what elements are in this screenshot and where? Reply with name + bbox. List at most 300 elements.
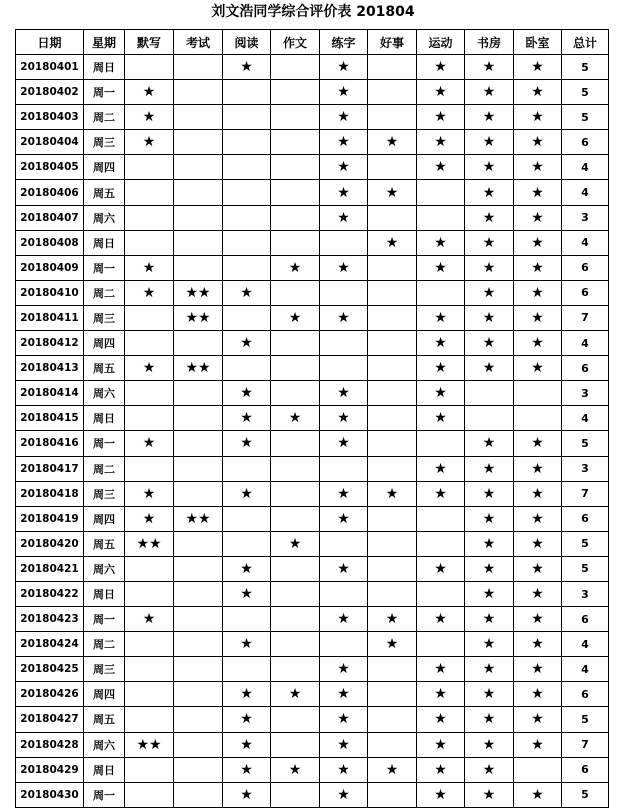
cell-bedroom: ★ [514,305,562,330]
cell-date: 20180419 [16,506,84,531]
cell-exam [174,556,223,581]
cell-exercise [417,180,465,205]
table-row [16,381,609,406]
cell-exam: ★★ [174,356,223,381]
table-row [16,431,609,456]
table-row [16,707,609,732]
cell-calligraphy: ★ [320,506,368,531]
cell-calligraphy: ★ [320,782,368,807]
cell-total: 6 [562,682,609,707]
cell-essay: ★ [271,406,320,431]
cell-dictation [125,782,174,807]
cell-good-deed [368,80,417,105]
cell-weekday: 周日 [84,757,125,782]
table-row [16,356,609,381]
cell-reading: ★ [223,55,271,80]
cell-reading: ★ [223,481,271,506]
cell-bedroom: ★ [514,205,562,230]
cell-good-deed [368,381,417,406]
cell-good-deed [368,506,417,531]
cell-weekday: 周三 [84,130,125,155]
table-row [16,632,609,657]
cell-bedroom [514,406,562,431]
cell-dictation: ★ [125,105,174,130]
cell-exercise: ★ [417,155,465,180]
cell-study-room: ★ [465,782,514,807]
cell-essay [271,456,320,481]
cell-weekday: 周一 [84,255,125,280]
cell-good-deed [368,55,417,80]
cell-weekday: 周三 [84,481,125,506]
cell-study-room: ★ [465,431,514,456]
cell-total: 5 [562,531,609,556]
cell-exam [174,105,223,130]
cell-essay [271,230,320,255]
cell-calligraphy: ★ [320,130,368,155]
cell-weekday: 周二 [84,632,125,657]
cell-dictation [125,180,174,205]
cell-good-deed: ★ [368,632,417,657]
cell-total: 6 [562,757,609,782]
cell-date: 20180409 [16,255,84,280]
cell-total: 7 [562,732,609,757]
cell-date: 20180412 [16,331,84,356]
cell-calligraphy [320,331,368,356]
table-row [16,230,609,255]
cell-study-room: ★ [465,531,514,556]
cell-dictation [125,205,174,230]
cell-essay [271,205,320,230]
cell-reading: ★ [223,732,271,757]
cell-essay [271,657,320,682]
cell-exercise: ★ [417,130,465,155]
cell-total: 4 [562,230,609,255]
cell-essay [271,556,320,581]
cell-essay: ★ [271,255,320,280]
cell-date: 20180422 [16,581,84,606]
cell-reading: ★ [223,406,271,431]
cell-study-room: ★ [465,80,514,105]
cell-total: 4 [562,406,609,431]
cell-essay [271,607,320,632]
cell-dictation [125,55,174,80]
cell-date: 20180416 [16,431,84,456]
cell-bedroom: ★ [514,105,562,130]
cell-bedroom: ★ [514,732,562,757]
cell-essay [271,732,320,757]
cell-exercise: ★ [417,456,465,481]
cell-date: 20180411 [16,305,84,330]
cell-exam: ★★ [174,280,223,305]
cell-essay [271,632,320,657]
cell-reading [223,255,271,280]
cell-reading: ★ [223,280,271,305]
cell-dictation: ★ [125,255,174,280]
cell-calligraphy: ★ [320,381,368,406]
cell-weekday: 周一 [84,607,125,632]
cell-bedroom: ★ [514,80,562,105]
cell-exam [174,180,223,205]
cell-reading [223,506,271,531]
cell-weekday: 周五 [84,180,125,205]
table-row [16,607,609,632]
table-row [16,80,609,105]
cell-exercise: ★ [417,55,465,80]
cell-dictation [125,305,174,330]
cell-calligraphy: ★ [320,105,368,130]
cell-study-room: ★ [465,682,514,707]
table-row [16,130,609,155]
cell-study-room: ★ [465,657,514,682]
cell-reading: ★ [223,431,271,456]
cell-essay [271,105,320,130]
cell-total: 4 [562,180,609,205]
cell-total: 4 [562,155,609,180]
header-total: 总计 [562,30,609,55]
cell-weekday: 周五 [84,707,125,732]
cell-exam [174,130,223,155]
cell-good-deed: ★ [368,757,417,782]
cell-reading: ★ [223,581,271,606]
cell-calligraphy: ★ [320,707,368,732]
cell-exercise: ★ [417,757,465,782]
cell-exam [174,732,223,757]
cell-good-deed [368,682,417,707]
cell-exercise: ★ [417,682,465,707]
cell-reading [223,356,271,381]
cell-weekday: 周五 [84,531,125,556]
cell-essay [271,581,320,606]
cell-bedroom: ★ [514,506,562,531]
cell-dictation: ★ [125,80,174,105]
cell-bedroom: ★ [514,280,562,305]
cell-calligraphy: ★ [320,180,368,205]
header-dictation: 默写 [125,30,174,55]
table-row [16,255,609,280]
cell-weekday: 周二 [84,105,125,130]
cell-bedroom: ★ [514,255,562,280]
cell-bedroom: ★ [514,331,562,356]
cell-study-room: ★ [465,331,514,356]
cell-calligraphy [320,280,368,305]
cell-exercise: ★ [417,556,465,581]
cell-dictation [125,406,174,431]
cell-exam [174,782,223,807]
cell-good-deed [368,782,417,807]
cell-total: 5 [562,556,609,581]
cell-essay [271,180,320,205]
cell-exercise: ★ [417,105,465,130]
cell-dictation [125,456,174,481]
cell-essay [271,481,320,506]
cell-essay [271,356,320,381]
cell-bedroom: ★ [514,707,562,732]
cell-dictation: ★★ [125,732,174,757]
cell-bedroom: ★ [514,356,562,381]
cell-total: 6 [562,280,609,305]
cell-exercise [417,431,465,456]
cell-date: 20180402 [16,80,84,105]
cell-calligraphy [320,581,368,606]
table-row [16,305,609,330]
cell-calligraphy: ★ [320,657,368,682]
cell-good-deed: ★ [368,230,417,255]
header-date: 日期 [16,30,84,55]
cell-exam [174,581,223,606]
table-row [16,456,609,481]
cell-bedroom: ★ [514,481,562,506]
cell-date: 20180413 [16,356,84,381]
cell-dictation [125,581,174,606]
cell-calligraphy: ★ [320,732,368,757]
cell-reading [223,607,271,632]
cell-reading [223,305,271,330]
table-row [16,506,609,531]
cell-study-room: ★ [465,280,514,305]
cell-date: 20180410 [16,280,84,305]
cell-calligraphy [320,531,368,556]
cell-date: 20180415 [16,406,84,431]
header-exercise: 运动 [417,30,465,55]
cell-exam [174,255,223,280]
cell-calligraphy: ★ [320,255,368,280]
cell-calligraphy: ★ [320,406,368,431]
cell-bedroom [514,381,562,406]
table-row [16,105,609,130]
cell-bedroom: ★ [514,55,562,80]
table-row [16,55,609,80]
cell-study-room [465,381,514,406]
header-essay: 作文 [271,30,320,55]
table-row [16,481,609,506]
cell-total: 5 [562,105,609,130]
cell-date: 20180423 [16,607,84,632]
cell-weekday: 周二 [84,280,125,305]
cell-essay [271,280,320,305]
cell-essay [271,130,320,155]
cell-essay [271,506,320,531]
cell-total: 3 [562,581,609,606]
cell-exam [174,657,223,682]
cell-total: 6 [562,356,609,381]
cell-exam [174,632,223,657]
cell-date: 20180414 [16,381,84,406]
cell-calligraphy: ★ [320,682,368,707]
table-row [16,657,609,682]
table-row [16,757,609,782]
cell-exercise: ★ [417,481,465,506]
cell-exercise: ★ [417,255,465,280]
cell-exercise [417,506,465,531]
cell-bedroom [514,757,562,782]
cell-exercise [417,205,465,230]
cell-weekday: 周六 [84,205,125,230]
cell-dictation: ★ [125,431,174,456]
cell-essay [271,80,320,105]
cell-reading [223,80,271,105]
cell-good-deed [368,280,417,305]
cell-weekday: 周日 [84,581,125,606]
cell-exercise: ★ [417,782,465,807]
header-exam: 考试 [174,30,223,55]
cell-good-deed [368,305,417,330]
cell-total: 6 [562,255,609,280]
cell-essay [271,431,320,456]
table-row [16,406,609,431]
cell-exercise [417,632,465,657]
cell-bedroom: ★ [514,657,562,682]
table-row [16,531,609,556]
cell-date: 20180421 [16,556,84,581]
cell-exercise: ★ [417,305,465,330]
cell-exam [174,531,223,556]
cell-calligraphy [320,356,368,381]
cell-dictation [125,331,174,356]
cell-exercise: ★ [417,331,465,356]
cell-dictation [125,707,174,732]
cell-bedroom: ★ [514,607,562,632]
cell-date: 20180404 [16,130,84,155]
cell-weekday: 周五 [84,356,125,381]
cell-weekday: 周三 [84,305,125,330]
cell-exercise: ★ [417,381,465,406]
cell-bedroom: ★ [514,155,562,180]
cell-dictation: ★ [125,506,174,531]
cell-calligraphy: ★ [320,556,368,581]
cell-exercise [417,581,465,606]
cell-calligraphy: ★ [320,607,368,632]
cell-date: 20180426 [16,682,84,707]
cell-dictation: ★ [125,280,174,305]
evaluation-table [15,29,609,808]
table-body [16,55,609,808]
cell-date: 20180401 [16,55,84,80]
cell-weekday: 周三 [84,657,125,682]
cell-calligraphy: ★ [320,305,368,330]
cell-study-room: ★ [465,105,514,130]
cell-good-deed [368,406,417,431]
cell-exam: ★★ [174,506,223,531]
cell-study-room: ★ [465,581,514,606]
cell-dictation [125,556,174,581]
cell-study-room: ★ [465,607,514,632]
cell-exercise: ★ [417,80,465,105]
cell-bedroom: ★ [514,130,562,155]
cell-dictation [125,230,174,255]
cell-dictation: ★ [125,130,174,155]
cell-reading: ★ [223,757,271,782]
cell-exam [174,80,223,105]
header-good-deed: 好事 [368,30,417,55]
cell-exercise: ★ [417,230,465,255]
cell-good-deed [368,581,417,606]
cell-good-deed [368,657,417,682]
cell-exam [174,205,223,230]
cell-exam [174,481,223,506]
cell-calligraphy [320,456,368,481]
table-row [16,732,609,757]
cell-calligraphy: ★ [320,155,368,180]
cell-study-room: ★ [465,506,514,531]
cell-study-room: ★ [465,230,514,255]
cell-bedroom: ★ [514,531,562,556]
cell-dictation: ★ [125,607,174,632]
cell-good-deed: ★ [368,130,417,155]
header-bedroom: 卧室 [514,30,562,55]
cell-reading: ★ [223,331,271,356]
cell-total: 7 [562,481,609,506]
cell-bedroom: ★ [514,230,562,255]
cell-total: 7 [562,305,609,330]
cell-essay: ★ [271,682,320,707]
header-calligraphy: 练字 [320,30,368,55]
cell-reading: ★ [223,707,271,732]
cell-good-deed: ★ [368,481,417,506]
cell-dictation: ★ [125,481,174,506]
cell-study-room: ★ [465,155,514,180]
cell-exercise: ★ [417,657,465,682]
cell-study-room: ★ [465,481,514,506]
cell-date: 20180427 [16,707,84,732]
cell-study-room: ★ [465,556,514,581]
cell-total: 4 [562,331,609,356]
page-title: 刘文浩同学综合评价表 201804 [211,4,415,20]
cell-essay [271,331,320,356]
cell-calligraphy: ★ [320,481,368,506]
table-row [16,280,609,305]
cell-date: 20180405 [16,155,84,180]
cell-reading [223,531,271,556]
cell-good-deed [368,255,417,280]
cell-study-room: ★ [465,180,514,205]
header-study-room: 书房 [465,30,514,55]
cell-calligraphy [320,230,368,255]
cell-essay: ★ [271,305,320,330]
cell-bedroom: ★ [514,581,562,606]
cell-study-room: ★ [465,55,514,80]
cell-reading: ★ [223,381,271,406]
cell-study-room: ★ [465,255,514,280]
cell-reading [223,205,271,230]
cell-weekday: 周日 [84,406,125,431]
cell-good-deed [368,732,417,757]
cell-reading: ★ [223,556,271,581]
cell-weekday: 周六 [84,381,125,406]
cell-calligraphy: ★ [320,80,368,105]
cell-dictation [125,381,174,406]
cell-total: 5 [562,80,609,105]
table-row [16,331,609,356]
cell-total: 6 [562,607,609,632]
cell-reading [223,155,271,180]
cell-calligraphy: ★ [320,55,368,80]
cell-date: 20180408 [16,230,84,255]
cell-date: 20180403 [16,105,84,130]
cell-dictation [125,632,174,657]
cell-exam [174,55,223,80]
cell-exam: ★★ [174,305,223,330]
cell-date: 20180425 [16,657,84,682]
cell-good-deed [368,205,417,230]
cell-exercise: ★ [417,356,465,381]
cell-weekday: 周二 [84,456,125,481]
cell-good-deed [368,531,417,556]
cell-essay: ★ [271,757,320,782]
cell-total: 5 [562,782,609,807]
cell-total: 4 [562,632,609,657]
cell-study-room: ★ [465,205,514,230]
cell-good-deed [368,331,417,356]
